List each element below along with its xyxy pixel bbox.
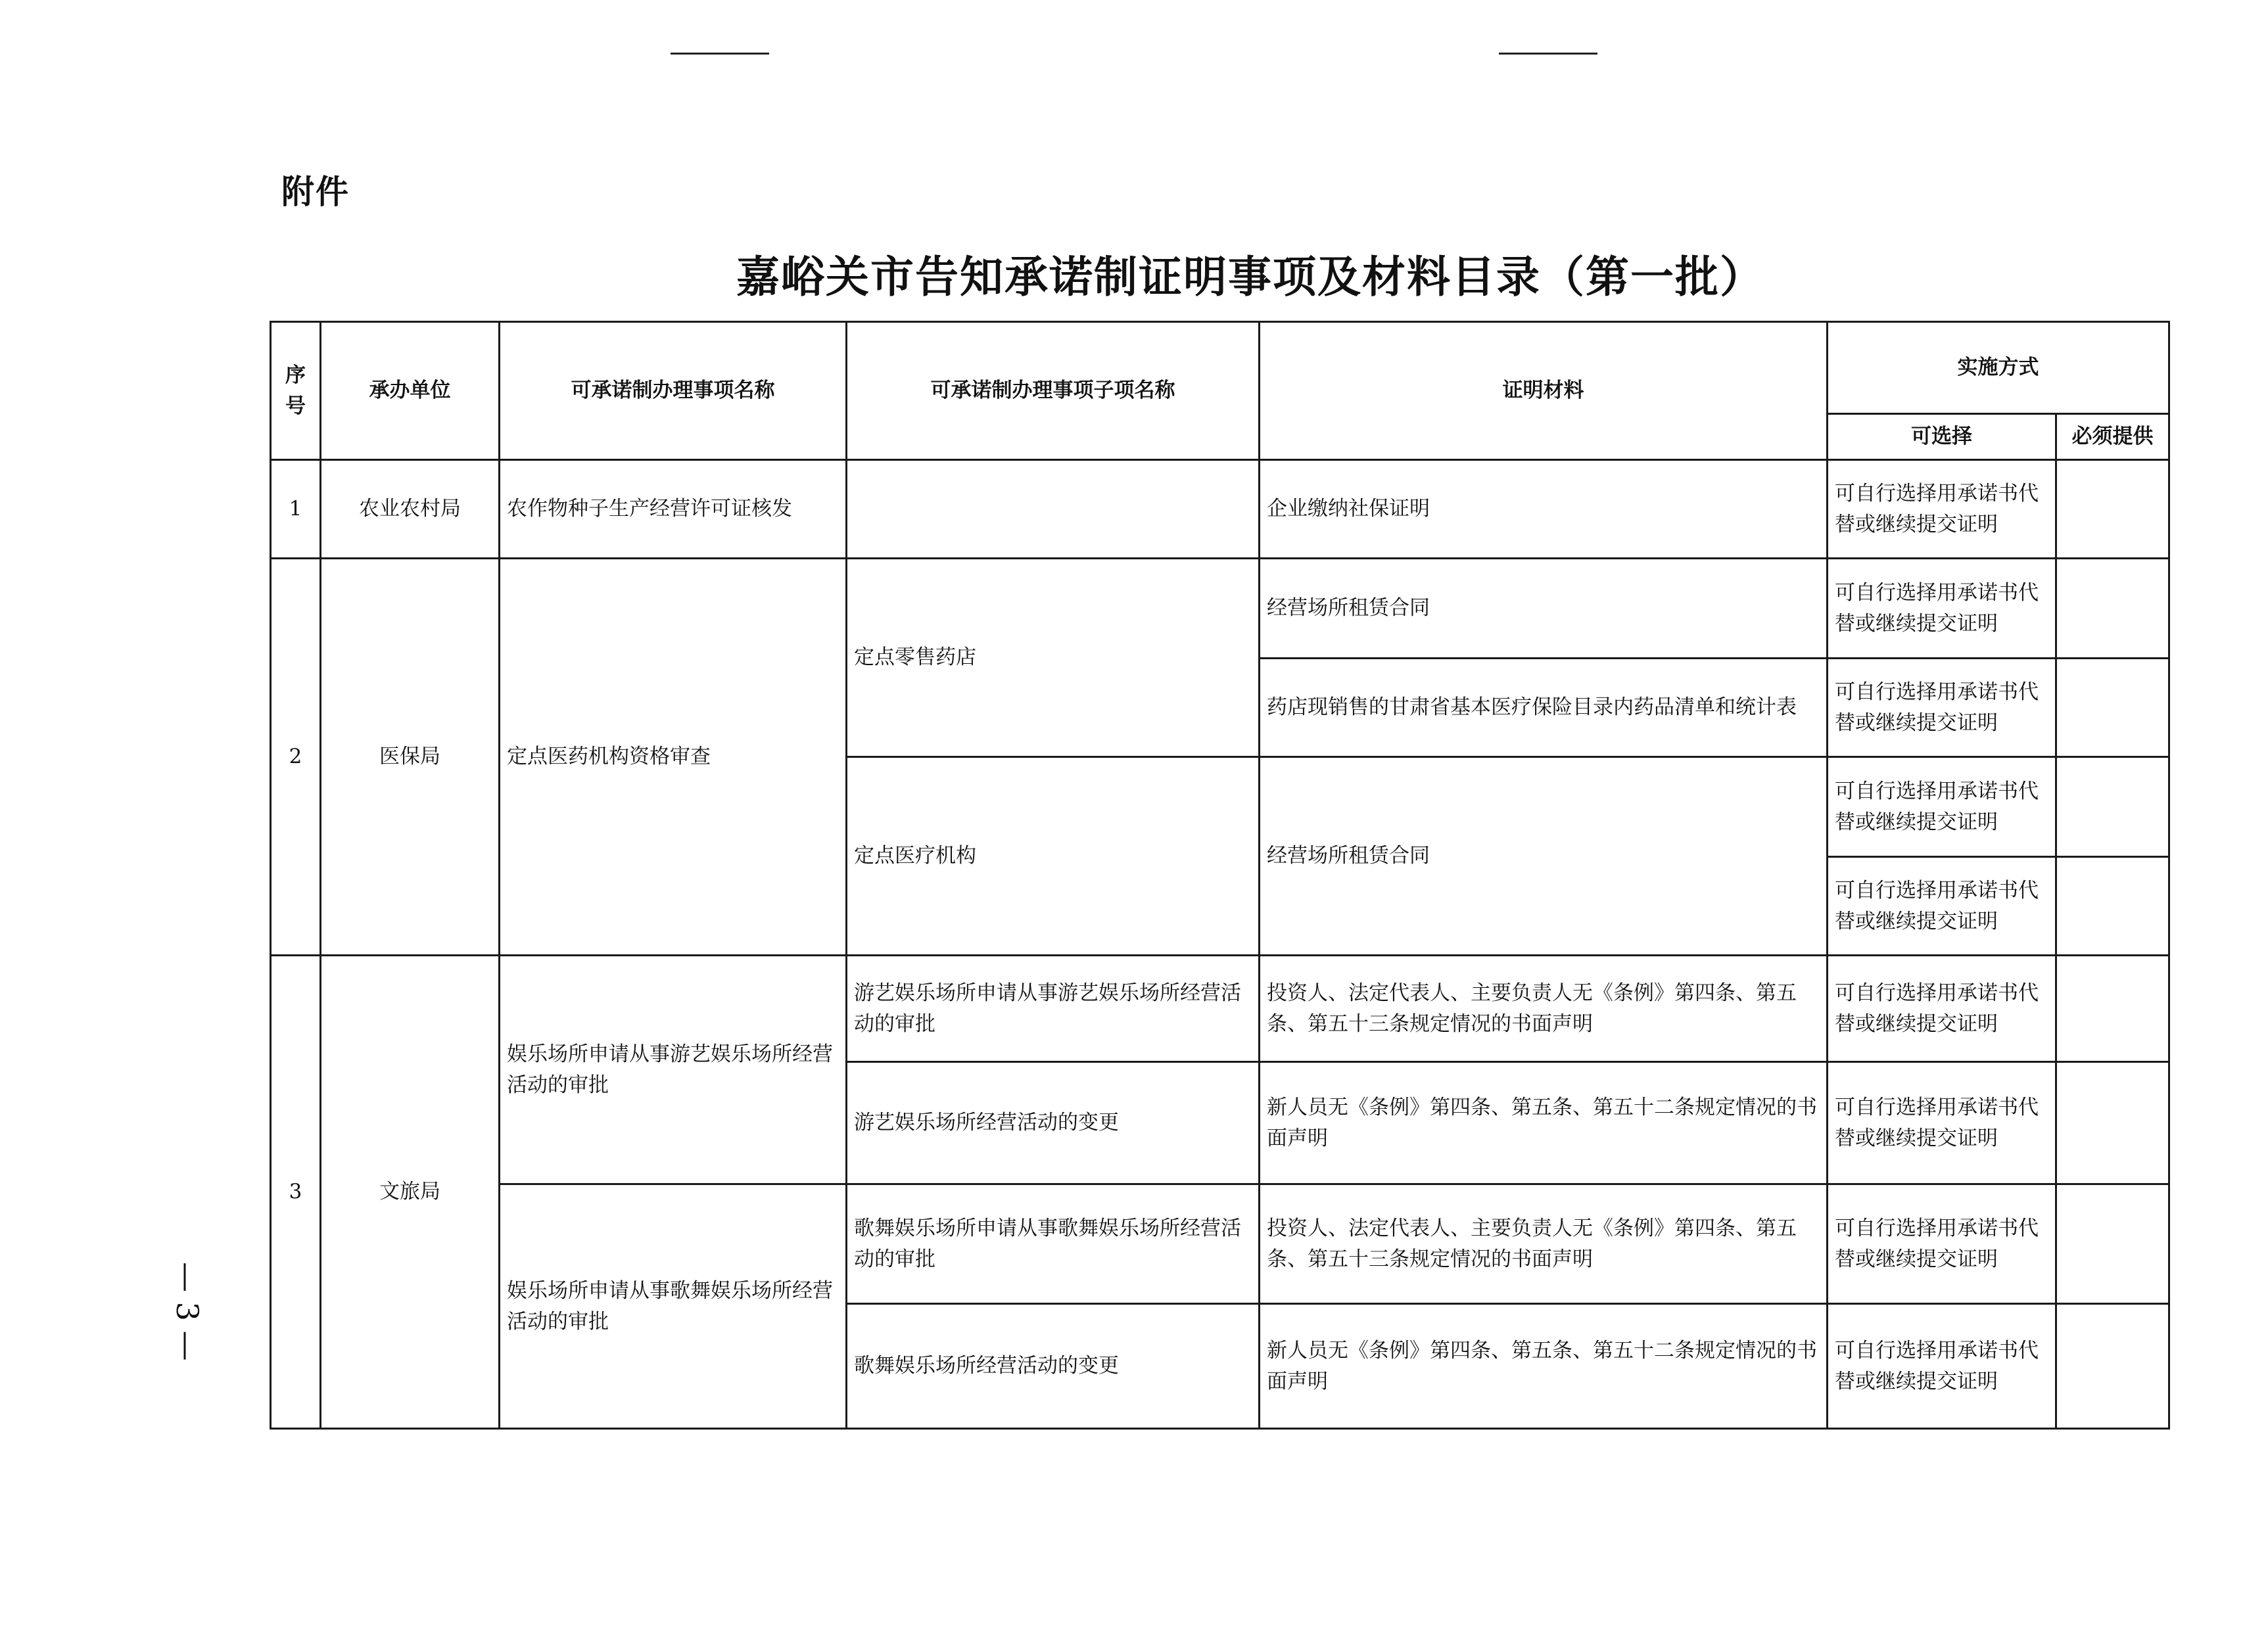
row-mandatory	[2056, 1062, 2169, 1184]
row-unit: 文旅局	[321, 956, 500, 1429]
row-material: 投资人、法定代表人、主要负责人无《条例》第四条、第五条、第五十三条规定情况的书面声明	[1260, 956, 1828, 1062]
row-seq: 2	[271, 559, 321, 956]
row-optional: 可自行选择用承诺书代替或继续提交证明	[1828, 559, 2056, 659]
row-item: 娱乐场所申请从事歌舞娱乐场所经营活动的审批	[500, 1184, 847, 1429]
row-seq: 3	[271, 956, 321, 1429]
row-optional: 可自行选择用承诺书代替或继续提交证明	[1828, 1062, 2056, 1184]
table-row	[271, 559, 2169, 659]
row-subitem: 游艺娱乐场所申请从事游艺娱乐场所经营活动的审批	[847, 956, 1260, 1062]
header-optional: 可选择	[1828, 414, 2056, 460]
header-item: 可承诺制办理事项名称	[500, 322, 847, 460]
row-mandatory	[2056, 757, 2169, 857]
row-item: 定点医药机构资格审查	[500, 559, 847, 956]
row-optional: 可自行选择用承诺书代替或继续提交证明	[1828, 1184, 2056, 1304]
row-optional: 可自行选择用承诺书代替或继续提交证明	[1828, 956, 2056, 1062]
row-mandatory	[2056, 460, 2169, 559]
row-subitem	[847, 460, 1260, 559]
page-number: — 3 —	[170, 1262, 205, 1361]
header-mandatory: 必须提供	[2056, 414, 2169, 460]
row-item: 娱乐场所申请从事游艺娱乐场所经营活动的审批	[500, 956, 847, 1184]
row-material: 经营场所租赁合同	[1260, 757, 1828, 956]
row-material: 企业缴纳社保证明	[1260, 460, 1828, 559]
row-unit: 农业农村局	[321, 460, 500, 559]
row-optional: 可自行选择用承诺书代替或继续提交证明	[1828, 857, 2056, 956]
row-mandatory	[2056, 659, 2169, 757]
row-subitem: 定点零售药店	[847, 559, 1260, 757]
header-material: 证明材料	[1260, 322, 1828, 460]
header-unit: 承办单位	[321, 322, 500, 460]
header-seq: 序号	[271, 322, 321, 460]
scan-mark	[1499, 53, 1597, 64]
row-subitem: 歌舞娱乐场所申请从事歌舞娱乐场所经营活动的审批	[847, 1184, 1260, 1304]
row-material: 新人员无《条例》第四条、第五条、第五十二条规定情况的书面声明	[1260, 1062, 1828, 1184]
row-subitem: 游艺娱乐场所经营活动的变更	[847, 1062, 1260, 1184]
table-row	[271, 1184, 2169, 1304]
row-material: 投资人、法定代表人、主要负责人无《条例》第四条、第五条、第五十三条规定情况的书面声明	[1260, 1184, 1828, 1304]
row-mandatory	[2056, 857, 2169, 956]
row-material: 药店现销售的甘肃省基本医疗保险目录内药品清单和统计表	[1260, 659, 1828, 757]
row-seq: 1	[271, 460, 321, 559]
attachment-label: 附件	[281, 173, 350, 211]
row-material: 经营场所租赁合同	[1260, 559, 1828, 659]
header-method: 实施方式	[1828, 322, 2169, 414]
row-mandatory	[2056, 1184, 2169, 1304]
row-subitem: 定点医疗机构	[847, 757, 1260, 956]
row-material: 新人员无《条例》第四条、第五条、第五十二条规定情况的书面声明	[1260, 1304, 1828, 1429]
table-row	[271, 460, 2169, 559]
row-mandatory	[2056, 1304, 2169, 1429]
header-subitem: 可承诺制办理事项子项名称	[847, 322, 1260, 460]
document-title: 嘉峪关市告知承诺制证明事项及材料目录（第一批）	[736, 251, 1764, 302]
row-subitem: 歌舞娱乐场所经营活动的变更	[847, 1304, 1260, 1429]
row-optional: 可自行选择用承诺书代替或继续提交证明	[1828, 460, 2056, 559]
row-mandatory	[2056, 956, 2169, 1062]
row-optional: 可自行选择用承诺书代替或继续提交证明	[1828, 1304, 2056, 1429]
row-optional: 可自行选择用承诺书代替或继续提交证明	[1828, 659, 2056, 757]
row-unit: 医保局	[321, 559, 500, 956]
row-mandatory	[2056, 559, 2169, 659]
scan-mark	[671, 53, 769, 64]
row-optional: 可自行选择用承诺书代替或继续提交证明	[1828, 757, 2056, 857]
header-row	[271, 322, 2169, 414]
catalog-table	[270, 321, 2170, 1430]
table-row	[271, 956, 2169, 1062]
row-item: 农作物种子生产经营许可证核发	[500, 460, 847, 559]
